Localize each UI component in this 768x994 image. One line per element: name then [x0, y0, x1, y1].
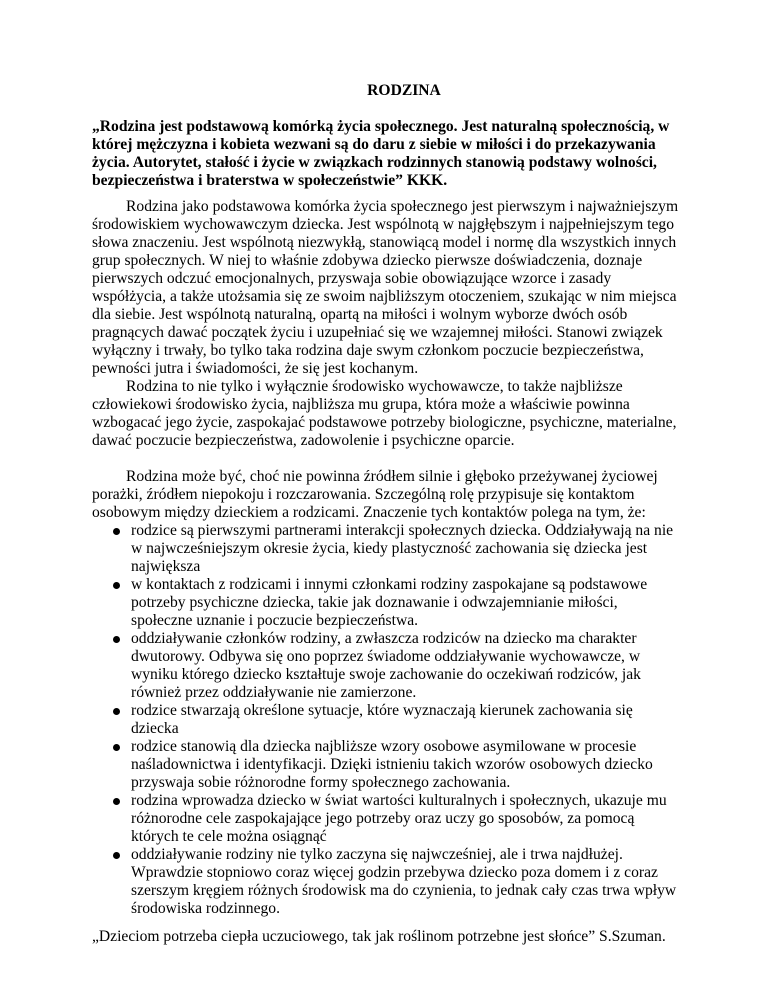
list-item-text: oddziaływanie członków rodziny, a zwłaszcza rodziców na dziecko ma charakter dwutorowy. Odbywa się ono poprzez świadome oddziaływanie wychowawcze, w wyniku którego dziecko kształtuje swoje zachowanie do oczekiwań rodziców, jak również przez oddziaływanie nie zamierzone.	[131, 630, 641, 701]
list-item-text: w kontaktach z rodzicami i innymi członkami rodziny zaspokajane są podstawowe potrzeby psychiczne dziecka, takie jak doznawanie i odwzajemnianie miłości, społeczne uznanie i poczucie bezpieczeństwa.	[131, 576, 648, 629]
list-item	[92, 522, 682, 576]
bullet-icon	[113, 744, 120, 751]
paragraph-gap	[92, 450, 682, 468]
bullet-list	[92, 522, 682, 918]
bullet-icon	[113, 582, 120, 589]
document-body	[92, 82, 682, 946]
list-item-text: rodzice stanowią dla dziecka najbliższe wzory osobowe asymilowane w procesie naśladownictwa i identyfikacji. Dzięki istnieniu takich wzorów osobowych dziecko przyswaja sobie różnorodne formy społecznego zachowania.	[131, 738, 653, 791]
list-item-text: rodzice są pierwszymi partnerami interakcji społecznych dziecka. Oddziaływają na nie w najwcześniejszym okresie życia, kiedy plastyczność zachowania się dziecka jest największa	[131, 522, 674, 575]
paragraph: Rodzina to nie tylko i wyłącznie środowisko wychowawcze, to także najbliższe człowiekowi środowisko życia, najbliższa mu grupa, która może a właściwie powinna wzbogacać jego życie, zaspokajać podstawowe potrzeby biologiczne, psychiczne, materialne, dawać poczucie bezpieczeństwa, zadowolenie i psychiczne oparcie.	[92, 378, 677, 449]
list-item-text: oddziaływanie rodziny nie tylko zaczyna się najwcześniej, ale i trwa najdłużej. Wprawdzie stopniowo coraz więcej godzin przebywa dziecko poza domem i z coraz szerszym kręgiem różnych środowisk ma do czynienia, to jednak cały czas trwa wpływ środowiska rodzinnego.	[131, 846, 677, 917]
paragraph: Rodzina może być, choć nie powinna źródłem silnie i głęboko przeżywanej życiowej porażki, źródłem niepokoju i rozczarowania. Szczególną rolę przypisuje się kontaktom osobowym między dzieckiem a rodzicami. Znaczenie tych kontaktów polega na tym, że:	[92, 468, 658, 521]
closing-quote: „Dzieciom potrzeba ciepła uczuciowego, tak jak roślinom potrzebne jest słońce” S.Szuman.	[92, 928, 666, 945]
list-item	[92, 630, 682, 702]
list-item	[92, 738, 682, 792]
paragraph: Rodzina jako podstawowa komórka życia społecznego jest pierwszym i najważniejszym środowiskiem wychowawczym dziecka. Jest wspólnotą w najgłębszym i najpełniejszym tego słowa znaczeniu. Jest wspólnotą niezwykłą, stanowiącą model i normę dla wszystkich innych grup społecznych. W niej to właśnie zdobywa dziecko pierwsze doświadczenia, doznaje pierwszych odczuć emocjonalnych, przyswaja sobie obowiązujące wzorce i zasady współżycia, a także utożsamia się ze swoim najbliższym otoczeniem, szukając w nim miejsca dla siebie. Jest wspólnotą naturalną, opartą na miłości i wolnym wyborze dwóch osób pragnących dawać początek życiu i uzupełniać się we wzajemnej miłości. Stanowi związek wyłączny i trwały, bo tylko taka rodzina daje swym członkom poczucie bezpieczeństwa, pewności jutra i świadomości, że się jest kochanym.	[92, 198, 679, 377]
document-title: RODZINA	[367, 82, 441, 99]
list-item	[92, 846, 682, 918]
list-item-text: rodzice stwarzają określone sytuacje, które wyznaczają kierunek zachowania się dziecka	[131, 702, 633, 737]
bullet-icon	[113, 852, 120, 859]
list-item-text: rodzina wprowadza dziecko w świat wartości kulturalnych i społecznych, ukazuje mu różnorodne cele zaspokajające jego potrzeby oraz uczy go sposobów, za pomocą których te cele można osiągnąć	[131, 792, 667, 845]
list-item	[92, 576, 682, 630]
bullet-icon	[113, 528, 120, 535]
list-item	[92, 702, 682, 738]
opening-quote: „Rodzina jest podstawową komórką życia społecznego. Jest naturalną społecznością, w której mężczyzna i kobieta wezwani są do daru z siebie w miłości i do przekazywania życia. Autorytet, stałość i życie w związkach rodzinnych stanowią podstawy wolności, bezpieczeństwa i braterstwa w społeczeństwie” KKK.	[92, 118, 670, 189]
bullet-icon	[113, 636, 120, 643]
list-item	[92, 792, 682, 846]
bullet-icon	[113, 708, 120, 715]
bullet-icon	[113, 798, 120, 805]
